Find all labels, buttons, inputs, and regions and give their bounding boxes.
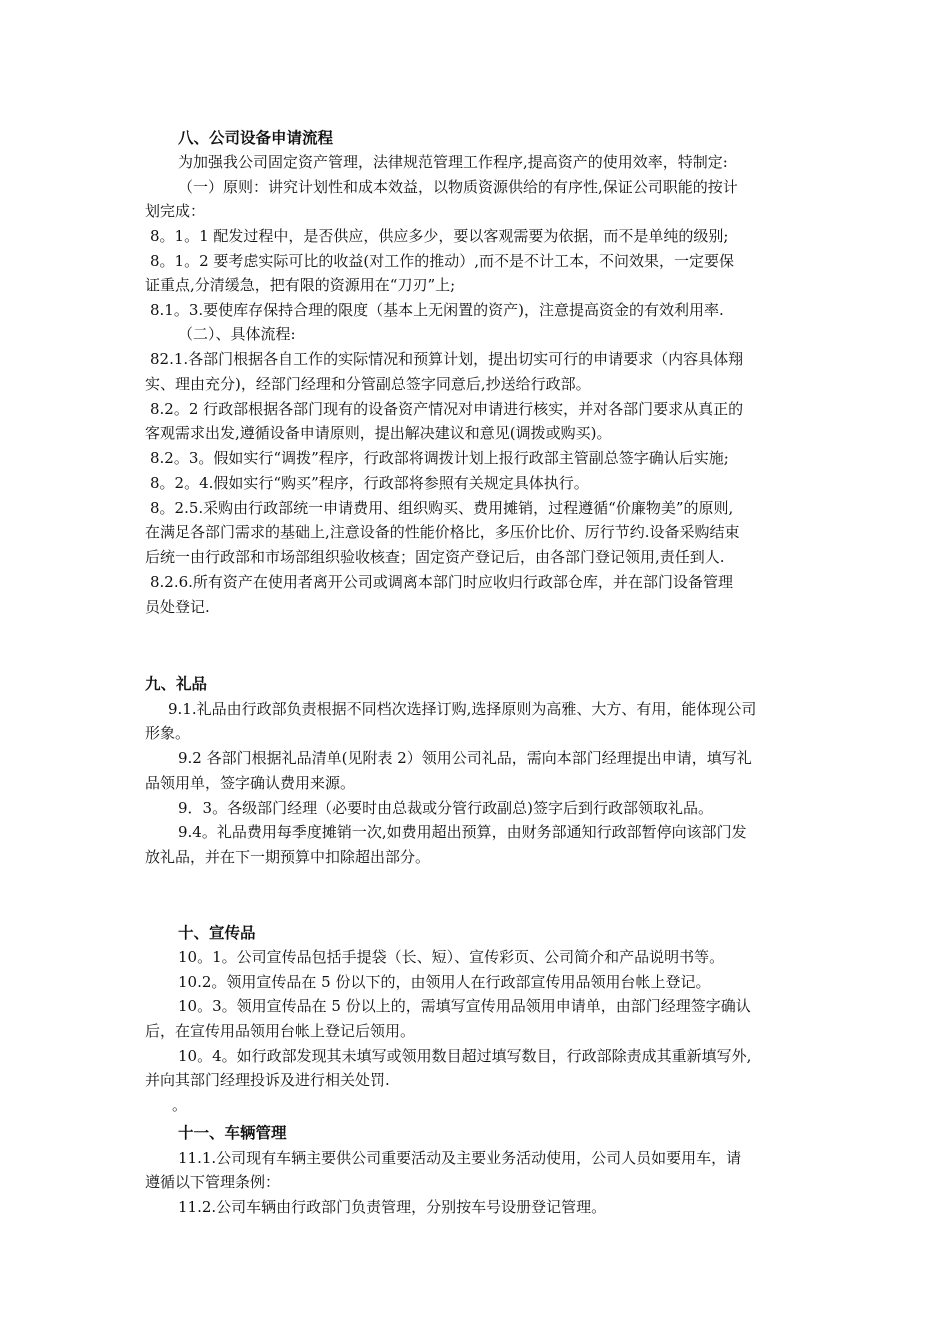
- section-9-heading: 九、礼品: [145, 674, 208, 693]
- paragraph-line: 划完成：: [145, 202, 206, 220]
- paragraph-line: 形象。: [145, 724, 191, 742]
- paragraph-line: （一）原则：讲究计划性和成本效益，以物质资源供给的有序性,保证公司职能的按计: [178, 178, 738, 196]
- paragraph-line: 在满足各部门需求的基础上,注意设备的性能价格比，多压价比价、厉行节约.设备采购结束: [145, 523, 740, 541]
- paragraph-line: 9.1.礼品由行政部负责根据不同档次选择订购,选择原则为高雅、大方、有用，能体现公司: [168, 700, 757, 718]
- paragraph-line: 并向其部门经理投诉及进行相关处罚.: [145, 1071, 390, 1089]
- paragraph-line: 8。2。4.假如实行“购买”程序，行政部将参照有关规定具体执行。: [150, 474, 589, 492]
- paragraph-line: 82.1.各部门根据各自工作的实际情况和预算计划，提出切实可行的申请要求（内容具体翔: [150, 350, 744, 368]
- paragraph-line: （二）、具体流程:: [178, 325, 296, 343]
- paragraph-line: 8。1。2 要考虑实际可比的收益(对工作的推动）,而不是不计工本，不问效果，一定要保: [150, 252, 735, 270]
- paragraph-line: 11.1.公司现有车辆主要供公司重要活动及主要业务活动使用，公司人员如要用车，请: [178, 1149, 742, 1167]
- paragraph-line: 8.2。2 行政部根据各部门现有的设备资产情况对申请进行核实，并对各部门要求从真正的: [150, 400, 744, 418]
- paragraph-line: 放礼品，并在下一期预算中扣除超出部分。: [145, 848, 431, 866]
- paragraph-line: 证重点,分清缓急，把有限的资源用在“刀刃”上;: [145, 276, 456, 294]
- paragraph-line: 后，在宣传用品领用台帐上登记后领用。: [145, 1022, 416, 1040]
- paragraph-line: 8.1。3.要使库存保持合理的限度（基本上无闲置的资产)，注意提高资金的有效利用率.: [150, 301, 724, 319]
- paragraph-line: 8.2。3。假如实行“调拨”程序，行政部将调拨计划上报行政部主管副总签字确认后实施;: [150, 449, 729, 467]
- section-8-heading: 八、公司设备申请流程: [178, 128, 334, 147]
- paragraph-line: 9.2 各部门根据礼品清单(见附表 2）领用公司礼品，需向本部门经理提出申请，填写礼: [178, 749, 752, 767]
- paragraph-line: 8。1。1 配发过程中，是否供应，供应多少，要以客观需要为依据，而不是单纯的级别;: [150, 227, 729, 245]
- section-11-heading: 十一、车辆管理: [178, 1123, 287, 1142]
- paragraph-line: 11.2.公司车辆由行政部门负责管理，分别按车号设册登记管理。: [178, 1198, 607, 1216]
- paragraph-line: 9.4。礼品费用每季度摊销一次,如费用超出预算，由财务部通知行政部暂停向该部门发: [178, 823, 747, 841]
- paragraph-line: 。: [172, 1096, 188, 1114]
- paragraph-line: 员处登记.: [145, 598, 210, 616]
- paragraph-line: 8.2.6.所有资产在使用者离开公司或调离本部门时应收归行政部仓库，并在部门设备管理: [150, 573, 733, 591]
- paragraph-line: 9．3。各级部门经理（必要时由总裁或分管行政副总)签字后到行政部领取礼品。: [178, 799, 713, 817]
- paragraph-line: 10。3。领用宣传品在 5 份以上的，需填写宣传用品领用申请单，由部门经理签字确认: [178, 997, 751, 1015]
- paragraph-line: 品领用单，签字确认费用来源。: [145, 774, 356, 792]
- paragraph-line: 遵循以下管理条例：: [145, 1173, 281, 1191]
- paragraph-line: 客观需求出发,遵循设备申请原则，提出解决建议和意见(调拨或购买)。: [145, 424, 612, 442]
- paragraph-line: 10。4。如行政部发现其未填写或领用数目超过填写数目，行政部除责成其重新填写外,: [178, 1047, 752, 1065]
- paragraph-line: 实、理由充分)，经部门经理和分管副总签字同意后,抄送给行政部。: [145, 375, 591, 393]
- paragraph-line: 后统一由行政部和市场部组织验收核查；固定资产登记后，由各部门登记领用,责任到人.: [145, 548, 725, 566]
- paragraph-line: 10.2。领用宣传品在 5 份以下的，由领用人在行政部宣传用品领用台帐上登记。: [178, 973, 711, 991]
- paragraph-line: 8。2.5.采购由行政部统一申请费用、组织购买、费用摊销，过程遵循“价廉物美”的原则,: [150, 499, 734, 517]
- section-10-heading: 十、宣传品: [178, 923, 256, 942]
- paragraph-line: 10。1。公司宣传品包括手提袋（长、短）、宣传彩页、公司简介和产品说明书等。: [178, 948, 725, 966]
- paragraph-line: 为加强我公司固定资产管理，法律规范管理工作程序,提高资产的使用效率，特制定:: [178, 153, 728, 171]
